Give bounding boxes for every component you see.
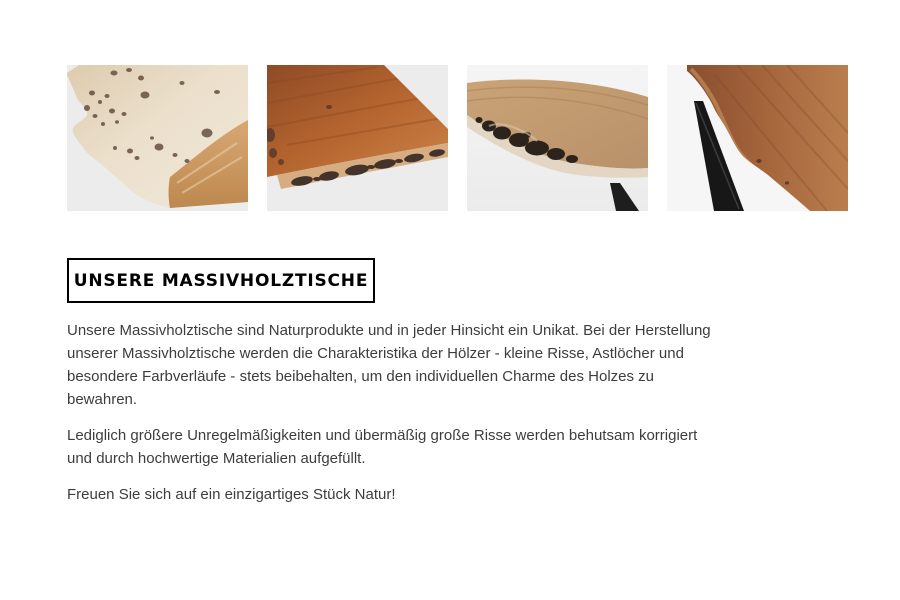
text-line: Unsere Massivholztische sind Naturprodukte und in jeder Hinsicht ein Unikat. Bei der Herstellung — [67, 322, 711, 339]
product-description — [67, 319, 711, 519]
gallery-image-orange-wood-plank — [267, 65, 448, 211]
table-corner-leg-image — [667, 65, 848, 211]
text-line: und durch hochwertige Materialien aufgefüllt. — [67, 450, 366, 467]
section-heading: UNSERE MASSIVHOLZTISCHE — [73, 270, 369, 291]
gallery-image-tabletop-knotholes — [467, 65, 648, 211]
text-line: besondere Farbverläufe - stets beibehalten, um den individuellen Charme des Holzes zu — [67, 368, 654, 385]
paragraph-1 — [67, 319, 711, 411]
paragraph-2 — [67, 424, 711, 470]
product-image-gallery — [67, 65, 848, 211]
paragraph-3 — [67, 483, 711, 506]
orange-wood-plank-image — [267, 65, 448, 211]
text-line: Freuen Sie sich auf ein einzigartiges Stück Natur! — [67, 486, 396, 503]
tabletop-knotholes-image — [467, 65, 648, 211]
gallery-image-table-corner-leg — [667, 65, 848, 211]
light-wood-slab-image — [67, 65, 248, 211]
text-line: Lediglich größere Unregelmäßigkeiten und übermäßig große Risse werden behutsam korrigiert — [67, 427, 698, 444]
gallery-image-light-wood-slab — [67, 65, 248, 211]
section-heading-box — [67, 258, 375, 303]
text-line: bewahren. — [67, 391, 138, 408]
text-line: unserer Massivholztische werden die Charakteristika der Hölzer - kleine Risse, Astlöcher und — [67, 345, 684, 362]
